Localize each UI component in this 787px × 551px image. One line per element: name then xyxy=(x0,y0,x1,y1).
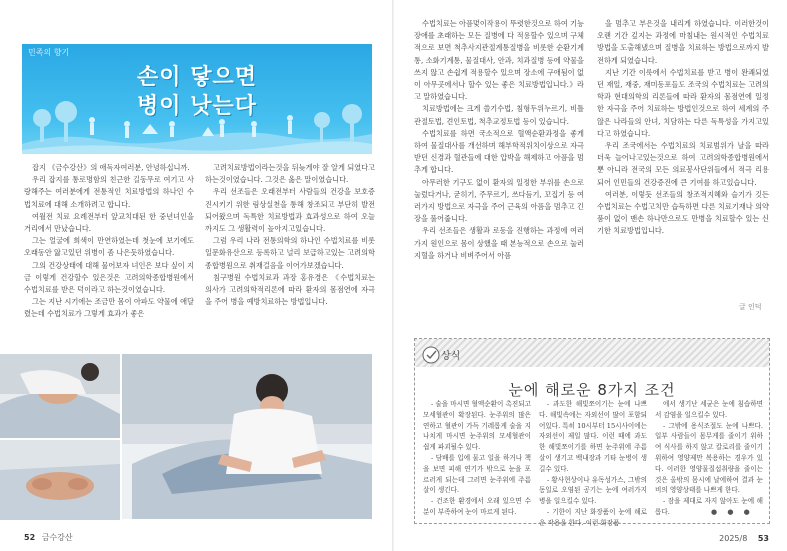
article-column-3 xyxy=(414,18,584,262)
section-tag: 민족의 향기 xyxy=(28,48,70,57)
paragraph: 그럼 우리 나라 전통의학의 하나인 수법치료를 비롯일문화유산으로 등록하고 널리 보급하고있는 고려의학종합병원으로 취재걸음을 이어가보겠습니다. xyxy=(205,236,375,270)
title-banner xyxy=(22,44,372,154)
paragraph: 여러분, 이렇듯 선조들의 창조적지혜와 슬기가 깃든 수법치료는 수법고치만 습득하면 다른 치료기재나 의약품이 없이 맨손 하나만으로도 만병을 치료할수 있는 신기한 치료방법입니다. xyxy=(597,189,769,236)
paragraph: 우리 선조들은 생활과 로동을 진행하는 과정에 여러가지 원인으로 몸이 상했을 때 본능적으로 손으로 눌러 지혈을 하거나 비벼주어서 아픔 xyxy=(414,226,584,260)
paragraph: 우리 조국에서는 수법치료의 치료범위가 날을 따라 더욱 늘어나고있는것으로 하여 고려의학종합병원에서뿐 아니라 전국의 모든 의료봉사단위들에서 적극 리용되어 인민들의 건강증진에 큰 기여를 하고있습니다. xyxy=(597,141,769,187)
paragraph: 고려치료방법이라는것을 뒤늦게야 잘 알게 되였다고 하는것이였습니다. 그것은 옳은 말이였습니다. xyxy=(205,163,375,185)
box-column-1 xyxy=(423,399,531,518)
author-byline: 글 인덕 xyxy=(739,303,762,311)
right-page xyxy=(394,0,787,551)
common-sense-box xyxy=(414,338,770,527)
article-column-4 xyxy=(597,18,769,238)
paragraph: 수법치료는 아픔멎이작용이 뚜렷한것으로 하여 기능장애를 초래하는 모든 질병에 다 적용할수 있으며 구체적으로 보면 척추사지관절계통질병을 비롯한 순환기계통, 소화기계통, 물질대사, 안과, 치과질병 등에 약물을 쓰지 않고 손쉽게 적용할수 있으며 장소에 구애됨이 없이 아무곳에서나 할수 있는 좋은 치료방법입니다.》라고 말하였습니다. xyxy=(414,19,584,102)
paragraph: - 술을 마시면 혈액순환이 촉진되고 모세혈관이 확장된다. 눈주위의 많은 연하고 혈관이 가득 기레롭게 술을 지나치게 마시면 눈주위의 모세혈관이 쉽게 파괴될수 있다. xyxy=(423,400,531,452)
article-title-line-2: 병이 낫는다 xyxy=(137,94,257,119)
treatment-photo-back xyxy=(0,354,120,438)
page-number: 52 xyxy=(24,533,36,542)
paragraph: - 황사현상이나 유독성가스, 그밖의 동일로 오염된 공기는 눈에 여러가지 병을 일으킬수 있다. xyxy=(539,475,647,506)
box-header-stripe xyxy=(415,339,769,367)
box-column-2 xyxy=(539,399,647,529)
article-title-line-1: 손이 닿으면 xyxy=(137,65,257,90)
paragraph: 에서 생기난 세균은 눈에 침습하면서 감염을 일으킬수 있다. xyxy=(655,400,763,419)
paragraph: - 잠을 제대로 자지 않아도 눈에 해롭다. xyxy=(655,497,763,516)
issue-date: 2025/8 xyxy=(719,534,748,543)
paragraph: - 그밖에 용식조절도 눈에 나쁘다. 일부 사람들이 몸무게를 줄이기 위하여 식사를 하지 않고 칼로리를 줄이기 위하여 영양제만 복용하는 경우가 있다. 이러한 영양물질섭취량을 줄이는것은 올밖의 몸시에 날에하여 결과 눈비의 영양상태를 나쁘게 한다. xyxy=(655,421,763,495)
paragraph: 치료방법에는 크게 쓸기수법, 침형두위누르기, 비틀관절토법, 견인토법, 척추교정토법 등이 있습니다. xyxy=(414,104,584,126)
paragraph: - 건조한 환경에서 오래 있으면 수분이 부족하여 눈이 마르게 된다. xyxy=(423,497,531,516)
paragraph: - 담배를 입에 물고 일을 하거나 책을 보면 피해 연기가 밖으로 눈을 포르러게 되는데 그러면 눈주위에 주름살이 생긴다. xyxy=(423,453,531,495)
treatment-photo-foot xyxy=(0,440,120,520)
article-column-1 xyxy=(24,162,194,321)
paragraph: 여월전 치료 요례전부터 앞교치대된 한 중년녀인을 거리에서 만났습니다. xyxy=(24,211,194,234)
decorative-dots: ● ● ● xyxy=(711,508,754,516)
paragraph: 그는 지난 시기에는 조금만 몸이 아파도 약물에 애달렸는데 수법치료가 그렇게 효과가 좋은 xyxy=(24,297,194,319)
article-column-2 xyxy=(205,162,375,308)
left-page xyxy=(0,0,393,551)
box-column-3 xyxy=(655,399,763,518)
paragraph: 그는 얼굴에 희색이 만연하였는데 첫눈에 보기에도 오래동안 앓고있던 위병이 좀 나은듯하였습니다. xyxy=(24,236,194,258)
common-sense-badge xyxy=(421,341,463,367)
magazine-name: 금수강산 xyxy=(41,533,73,542)
paragraph: 아무러한 기구도 없이 환자의 일정한 부위를 손으로 눌렀다거나, 굳히기, 주무르기, 쓰다듬기, 꼬집기 등 여러가지 방법으로 자극을 주어 근육의 아픔을 멈추고 긴장을 풀어줍니다. xyxy=(414,177,584,224)
paragraph: 우리 잡지를 통로명함의 친근한 길동무로 여기고 사랑해주는 여러분에게 전통적인 치료방법의 하나인 수법치료에 대해 소개하려고 합니다. xyxy=(24,175,194,209)
paragraph: 침구병원 수법치료과 과장 홍유경은 《수법치료는 의사가 고려의학적리론에 따라 환자의 몸점연에 자극을 주어 병을 예방치료하는 방법입니다. xyxy=(205,272,375,307)
badge-label: 상식 xyxy=(441,351,461,362)
paragraph: 잡지 《금수강산》의 애독자여러분, 안녕하십니까. xyxy=(32,163,190,172)
box-title: 눈에 해로운 8가지 조건 xyxy=(508,381,676,399)
paragraph: 우리 선조들은 오래전부터 사람들의 건강을 보호증진시키기 위한 림상실천을 통해 창조되고 부단히 발전되어왔으며 독특한 치료방법과 효과성으로 하여 오늘까지도 그 생활력이 높아지고있습니다. xyxy=(205,187,375,234)
paragraph: 지난 기간 이룩에서 수법치료를 받고 병이 완쾌되였던 재일, 재중, 재미동포들도 조국의 수법치료는 고려의학과 현대의학의 리론들에 따라 환자의 몸점연에 일정한 자극을 주어 치료하는 방법인것으로 하여 세계의 주않은 나라들의 안녀, 치담하는 다른 독특성을 가지고있다고 하였습니다. xyxy=(597,67,769,138)
paragraph: - 기한이 지난 화장품이 눈에 해로운 작용을 한다. 이런 화장품 xyxy=(539,507,647,527)
paragraph: - 과도한 해빛쪼이기는 눈에 나쁘다. 해빛속에는 자외선이 많이 포함되어있다. 특히 10시부터 15시사이에는 자외선이 제일 많다. 이런 때에 과도한 해빛쪼이기를 하면 눈주위에 주름살이 생기고 백내장과 기타 눈병이 생길수 있다. xyxy=(539,400,647,473)
paragraph: 수법치료를 하면 국소적으로 혈액순환과정을 좋게 하여 물질대사를 개선하며 해부학적위치이상으로 자극받던 신경과 혈관들에 대한 압박을 해제하고 아픔을 멈추게 합니다. xyxy=(414,128,584,175)
page-number: 53 xyxy=(757,534,769,543)
treatment-photo-main xyxy=(122,354,372,519)
paragraph: 을 멈추고 부은것을 내리게 하였습니다. 이러한것이 오랜 기간 깊지는 과정에 마침내는 원시적인 수법치료방법을 도출해냈으며 질병을 치료하는 방법으로까지 발전하게 되였습니다. xyxy=(597,19,769,65)
page-folio-right xyxy=(719,534,773,543)
paragraph: 그의 건강상태에 대해 물어보자 녀인은 보다 싶이 지금 이렇게 건강할수 있은것은 고려의학종합병원에서 수법치료를 받은 덕이라고 하는것이였습니다. xyxy=(24,260,194,295)
page-folio-left xyxy=(24,532,73,543)
